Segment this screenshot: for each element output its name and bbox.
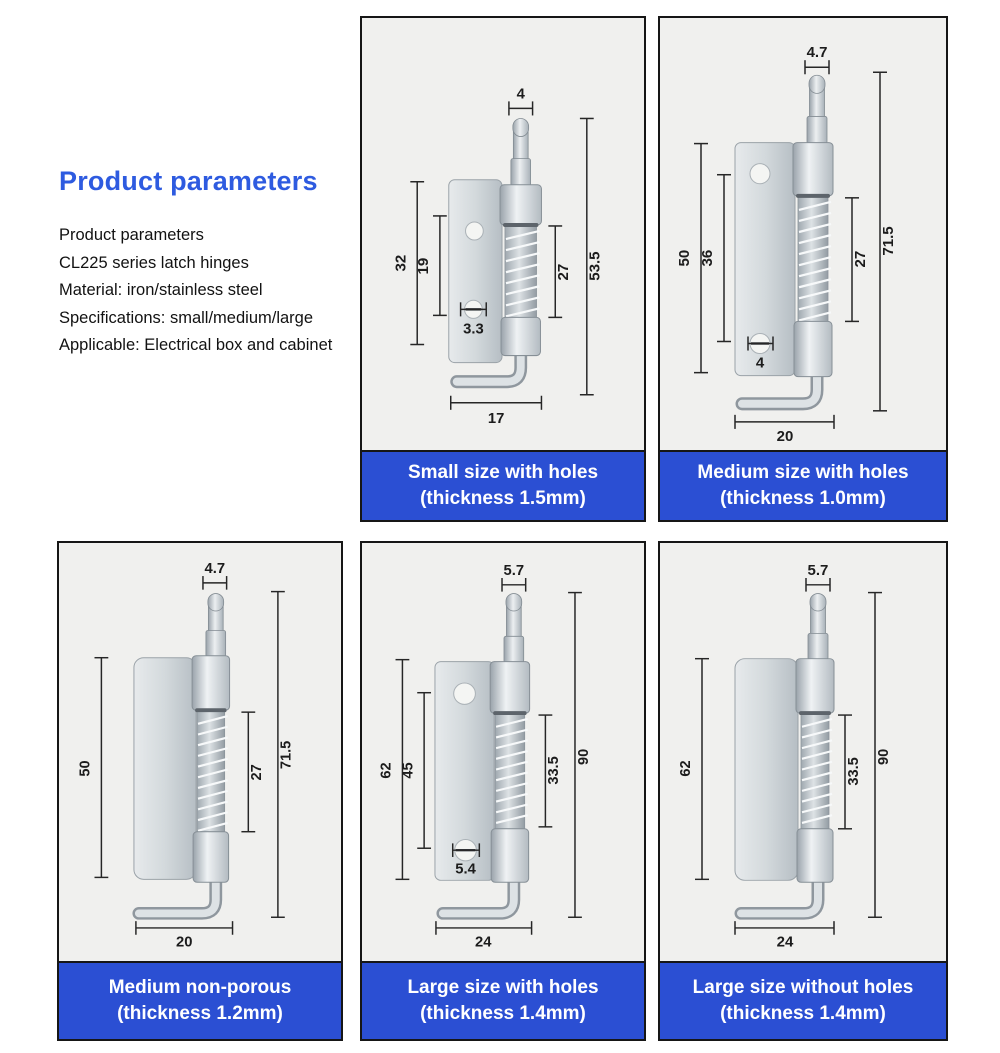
dim-label: 32 <box>392 254 410 272</box>
bottom-block <box>797 829 833 882</box>
panel-medium-with-holes <box>658 16 948 522</box>
dim-label: 90 <box>875 748 893 765</box>
hinge-plate <box>134 658 196 880</box>
intro-line: Applicable: Electrical box and cabinet <box>59 336 333 354</box>
dim-label: 27 <box>249 764 266 781</box>
pin-tip <box>506 594 522 611</box>
bottom-block <box>491 829 528 882</box>
washer <box>493 711 527 715</box>
bottom-block <box>501 317 540 355</box>
caption-line1: Medium non-porous <box>108 977 292 998</box>
bottom-block <box>193 832 228 883</box>
caption-line2: (thickness 1.2mm) <box>117 1003 283 1024</box>
intro-line: Material: iron/stainless steel <box>59 281 263 299</box>
dim-label: 5.7 <box>807 563 829 580</box>
panel-caption <box>660 961 946 1039</box>
dim-label: 71.5 <box>880 226 897 256</box>
dim-label: 4.7 <box>806 44 828 62</box>
caption-line1: Medium size with holes <box>697 462 909 483</box>
hinge-diagram <box>362 543 644 961</box>
barrel <box>500 185 541 225</box>
washer <box>503 223 538 227</box>
plate-hole <box>750 164 770 184</box>
hinge-illustration <box>660 543 946 961</box>
dim-label: 3.3 <box>463 320 484 338</box>
intro-line: Product parameters <box>59 226 204 244</box>
washer <box>796 194 830 198</box>
dim-label: 17 <box>487 409 505 427</box>
dim-label: 27 <box>555 263 573 281</box>
plate-hole <box>466 222 484 240</box>
dim-label: 20 <box>776 427 794 445</box>
pin-collar <box>511 159 531 186</box>
dim-label: 4.7 <box>204 561 226 578</box>
page-title: Product parameters <box>59 166 318 196</box>
dim-label: 27 <box>852 250 869 268</box>
intro-text-block <box>59 166 369 360</box>
dim-label: 45 <box>400 762 417 779</box>
panel-medium-non-porous <box>57 541 343 1041</box>
dim-label: 24 <box>475 934 492 951</box>
panel-caption <box>362 450 644 520</box>
caption-line1: Small size with holes <box>407 462 599 483</box>
dim-label: 5.4 <box>455 861 476 878</box>
hinge-illustration <box>660 18 946 450</box>
dim-label: 90 <box>575 748 592 765</box>
caption-line1: Large size without holes <box>692 977 914 998</box>
barrel <box>192 656 229 710</box>
dim-label: 4 <box>755 354 765 372</box>
caption-line1: Large size with holes <box>407 977 599 998</box>
dim-label: 5.7 <box>503 563 525 580</box>
dim-label: 50 <box>676 249 693 267</box>
pin-tip <box>513 118 529 136</box>
dim-label: 20 <box>176 934 193 951</box>
dim-label: 4 <box>516 85 525 103</box>
washer <box>195 708 227 712</box>
dim-label: 36 <box>699 249 716 267</box>
pin-tip <box>208 594 224 611</box>
pin-tip <box>810 594 826 611</box>
dim-label: 62 <box>677 760 695 777</box>
dim-label: 62 <box>378 762 395 779</box>
intro-line: CL225 series latch hinges <box>59 253 249 272</box>
caption-line2: (thickness 1.5mm) <box>420 488 586 509</box>
dim-label: 19 <box>415 257 433 275</box>
dim-label: 53.5 <box>586 251 604 281</box>
panel-caption <box>362 961 644 1039</box>
dim-label: 71.5 <box>278 740 295 770</box>
barrel <box>490 662 529 714</box>
hinge-diagram <box>660 18 946 450</box>
plate-hole <box>454 683 476 704</box>
panel-large-with-holes <box>360 541 646 1041</box>
panel-caption <box>660 450 946 520</box>
hinge-plate <box>735 659 798 881</box>
hinge-diagram <box>362 18 644 450</box>
pin-tip <box>809 75 825 93</box>
hinge-diagram <box>660 543 946 961</box>
panel-small-with-holes <box>360 16 646 522</box>
dim-label: 50 <box>77 760 94 777</box>
barrel <box>793 143 833 196</box>
hinge-illustration <box>59 543 341 961</box>
pin-collar <box>807 116 827 143</box>
dim-label: 33.5 <box>845 757 863 786</box>
pin-collar <box>206 630 226 656</box>
barrel <box>796 659 834 713</box>
pin-collar <box>808 633 828 659</box>
caption-line2: (thickness 1.4mm) <box>720 1003 886 1024</box>
caption-line2: (thickness 1.0mm) <box>720 488 886 509</box>
pin-collar <box>504 636 524 662</box>
washer <box>799 711 831 715</box>
hinge-illustration <box>362 543 644 961</box>
dim-label: 24 <box>776 934 794 951</box>
panel-large-without-holes <box>658 541 948 1041</box>
hinge-diagram <box>59 543 341 961</box>
hinge-illustration <box>362 18 644 450</box>
dim-label: 33.5 <box>546 756 563 785</box>
bottom-block <box>794 321 832 376</box>
intro-line: Specifications: small/medium/large <box>59 308 314 327</box>
caption-line2: (thickness 1.4mm) <box>420 1003 586 1024</box>
panel-caption <box>59 961 341 1039</box>
